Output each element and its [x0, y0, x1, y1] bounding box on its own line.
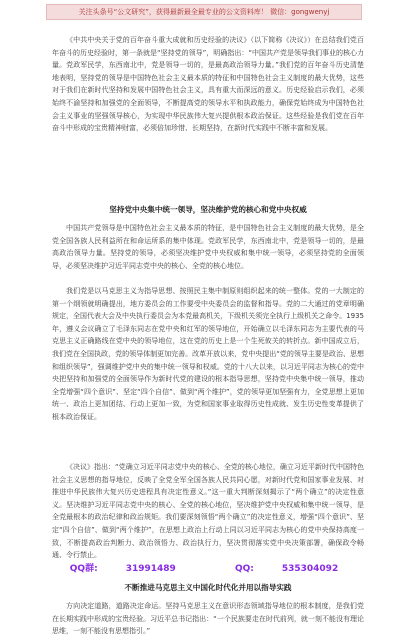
header-banner[interactable]: [46, 4, 362, 20]
paragraph-section1-c: 《决议》指出：“党确立习近平同志党中央的核心、全党的核心地位，确立习近平新时代中国特色社会主义思想的指导地位，反映了全党全军全国各族人民共同心愿，对新时代党和国家事业发展、对推进中华民族伟大复兴历史进程具有决定性意义。”这一重大判断深刻揭示了“两个确立”的决定性意义。坚决维护习近平同志党中央的核心、全党的核心地位，坚决维护党中央权威和集中统一领导，是全党最根本的政治纪律和政治规矩。我们要深刻领悟“两个确立”的决定性意义，增强“四个意识”、坚定“四个自信”、做到“两个维护”，在思想上政治上行动上同以习近平同志为核心的党中央保持高度一致，不断提高政治判断力、政治领悟力、政治执行力，坚决贯彻落实党中央决策部署，确保政令畅通、令行禁止。: [52, 463, 364, 560]
document-body: [52, 34, 364, 636]
qq-group-number: 31991489: [125, 564, 176, 574]
qq-number: 535304092: [281, 564, 339, 574]
paragraph-intro: 《中共中央关于党的百年奋斗重大成就和历史经验的决议》（以下简称《决议》）在总结我们党百年奋斗的历史经验时，第一条就是“坚持党的领导”，明确指出：“中国共产党是领导我们事业的核心力量。党政军民学，东西南北中，党是领导一切的，是最高政治领导力量。”我们党的百年奋斗历史清楚地表明，坚持党的领导是中国特色社会主义最本质的特征和中国特色社会主义制度的最大优势，这些对于我们在新时代坚持和发展中国特色社会主义，具有重大而深远的意义。历史经验启示我们，必须始终不渝坚持和加强党的全面领导，不断提高党的领导水平和执政能力，确保党始终成为中国特色社会主义事业的坚强领导核心，为实现中华民族伟大复兴提供根本政治保证。这些经验是我们党在百年奋斗中形成的宝贵精神财富，必须倍加珍惜、长期坚持，在新时代实践中不断丰富和发展。: [52, 36, 364, 133]
footer-contact: [0, 561, 408, 574]
qq-contact[interactable]: [221, 564, 352, 574]
section-heading-2: 不断推进马克思主义中国化时代化并用以指导实践: [124, 583, 292, 592]
paragraph-section1-a: 中国共产党领导是中国特色社会主义最本质的特征，是中国特色社会主义制度的最大优势，是全党全国各族人民利益所在和命运所系的集中体现。党政军民学，东西南北中，党是领导一切的，是最高政治领导力量。坚持党的领导，必须坚决维护党中央权威和集中统一领导，必须坚持党的全面领导，必须坚决维护习近平同志党中央的核心、全党的核心地位。: [52, 224, 364, 270]
header-banner-text: 关注头条号“公文研究”，获得最新最全最专业的公文资料库！ 微信：gongwenyj: [78, 8, 330, 16]
qq-group-label: QQ群:: [69, 564, 98, 574]
paragraph-section2-a: 方向决定道路，道路决定命运。坚持马克思主义在意识形态领域指导地位的根本制度，是我们党在长期实践中形成的宝贵经验。习近平总书记指出：“一个民族要走在时代前列，就一刻不能没有理论思维，一刻不能没有思想指引。”: [52, 602, 364, 636]
qq-group-contact[interactable]: [56, 561, 190, 574]
paragraph-section1-b: 我们党是以马克思主义为指导思想、按照民主集中制原则组织起来的统一整体。党的一大制定的第一个纲领就明确提出，地方委员会的工作要受中央委员会的监督和指导。党的二大通过的党章明确规定，全国代表大会及中央执行委员会为本党最高机关，下级机关须完全执行上级机关之命令。1935年，遵义会议确立了毛泽东同志在党中央和红军的领导地位，开始确立以毛泽东同志为主要代表的马克思主义正确路线在党中央的领导地位，这在党的历史上是一个生死攸关的转折点。新中国成立后，我们党在全国执政，党的领导体制更加完善。改革开放以来，党中央提出“党的领导主要是政治、思想和组织领导”，强调维护党中央的集中统一领导和权威。党的十八大以来，以习近平同志为核心的党中央把坚持和加强党的全面领导作为新时代党的建设的根本指导思想，坚持党中央集中统一领导，推动全党增强“四个意识”、坚定“四个自信”、做到“两个维护”，党的领导更加坚强有力，全党思想上更加统一、政治上更加团结、行动上更加一致，为党和国家事业取得历史性成就、发生历史性变革提供了根本政治保证。: [52, 287, 364, 421]
section-heading-1: 坚持党中央集中统一领导，坚决维护党的核心和党中央权威: [109, 205, 307, 214]
qq-label: QQ:: [234, 564, 254, 574]
